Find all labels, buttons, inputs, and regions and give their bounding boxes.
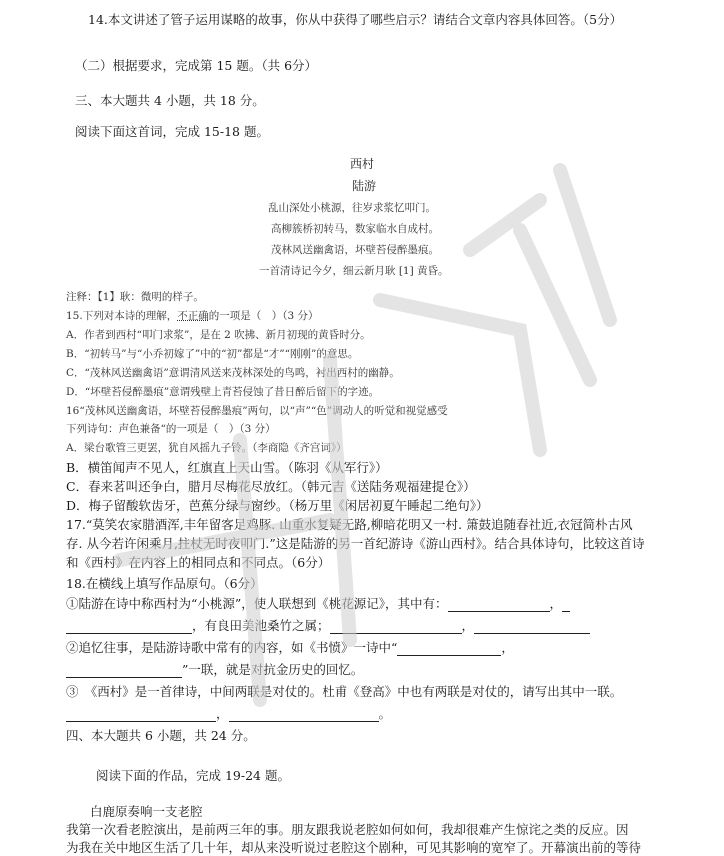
question-14: 14.本文讲述了管子运用谋略的故事，你从中获得了哪些启示？请结合文章内容具体回答。（5分） bbox=[88, 12, 623, 27]
q18-item-1-line-1: ①陆游在诗中称西村为“小桃源”，使人联想到《桃花源记》，其中有： ， bbox=[66, 596, 570, 612]
q16-option-c: C．春来茗叫还争白，腊月尽梅花尽放红。（韩元吉《送陆务观福建提仓》） bbox=[66, 479, 476, 494]
q15-stem: 15.下列对本诗的理解，不正确的一项是（ ）（3 分） bbox=[66, 310, 319, 322]
q18-item-3-line-1: ③ 《西村》是一首律诗，中间两联是对仗的。杜甫《登高》中也有两联是对仗的，请写出其中一联。 bbox=[66, 684, 623, 699]
poem-line-4: 一首清诗记今夕，细云新月耿 [1] 黄昏。 bbox=[259, 265, 449, 277]
q18-item-2-line-1: ②追忆往事，是陆游诗歌中常有的内容，如《书愤》一诗中“ ， bbox=[66, 640, 514, 655]
q16-option-d: D．梅子留酸软齿牙，芭蕉分绿与窗纱。（杨万里《闲居初夏午睡起二绝句》） bbox=[66, 498, 489, 513]
q15-option-c: C．“茂林风送幽禽语”意谓清风送来茂林深处的鸟鸣，衬出西村的幽静。 bbox=[66, 367, 400, 379]
article-line-2: 为我在关中地区生活了几十年，却从来没听说过老腔这个剧种，可见其影响的宽窄了。开幕演出前的等待 bbox=[66, 840, 642, 855]
poem-line-1: 乱山深处小桃源，往岁求浆忆叩门。 bbox=[268, 202, 436, 214]
poem-author: 陆游 bbox=[352, 179, 377, 193]
q17-line-3: 和《西村》在内容上的相同点和不同点。（6分） bbox=[66, 555, 331, 570]
q18-item-1-line-2: ，有良田美池桑竹之属； ， bbox=[66, 618, 590, 634]
q16-stem-1: 16“茂林风送幽禽语，坏壁苔侵醉墨痕”两句，以“声”“色”调动人的听觉和视觉感受 bbox=[66, 405, 448, 417]
q15-option-d: D．“坏壁苔侵醉墨痕”意谓残壁上青苔侵蚀了昔日醉后留下的字迹。 bbox=[66, 386, 380, 398]
poem-title: 西村 bbox=[350, 157, 375, 171]
q18-item-2-line-2: ”一联，就是对抗金历史的回忆。 bbox=[66, 662, 363, 678]
article-line-1: 我第一次看老腔演出，是前两三年的事。朋友跟我说老腔如何如何，我却很难产生惊诧之类的反应。因 bbox=[66, 822, 629, 837]
q18-item-3-line-2: ， 。 bbox=[66, 706, 391, 722]
poem-line-2: 高柳簇桥初转马，数家临水自成村。 bbox=[271, 223, 439, 235]
poem-line-3: 茂林风送幽禽语，坏壁苔侵醉墨痕。 bbox=[271, 244, 439, 256]
q16-option-b: B．横笛闻声不见人，红旗直上天山雪。（陈羽《从军行》） bbox=[66, 460, 388, 475]
part-3-heading: 三、本大题共 4 小题，共 18 分。 bbox=[75, 93, 265, 108]
part-4-heading: 四、本大题共 6 小题，共 24 分。 bbox=[66, 728, 256, 743]
article-title: 白鹿原奏响一支老腔 bbox=[90, 804, 203, 819]
q17-line-1: 17.“莫笑农家腊酒浑,丰年留客足鸡豚. 山重水复疑无路,柳暗花明又一村. 箫鼓追随春社近,衣冠简朴古风 bbox=[66, 517, 633, 532]
reading-instruction: 阅读下面这首词，完成 15-18 题。 bbox=[75, 124, 269, 139]
q18-stem: 18.在横线上填写作品原句。（6分） bbox=[66, 576, 263, 591]
q15-option-a: A．作者到西村“叩门求浆”，是在 2 吹拂、新月初现的黄昏时分。 bbox=[66, 329, 371, 341]
reading-instruction-2: 阅读下面的作品，完成 19-24 题。 bbox=[96, 768, 290, 783]
q17-line-2: 存. 从今若许闲乘月,拄杖无时夜叩门.”这是陆游的另一首纪游诗《游山西村》。结合具体诗句，比较这首诗 bbox=[66, 536, 645, 551]
q16-option-a: A．梁台歌管三更罢，犹自风摇九子铃。（李商隐《齐宫词》） bbox=[66, 442, 347, 454]
note: 注释：【1】耿：微明的样子。 bbox=[66, 291, 204, 303]
section-2-instruction: （二）根据要求，完成第 15 题。（共 6分） bbox=[75, 58, 318, 73]
q15-option-b: B．“初转马”与“小乔初嫁了”中的“初”都是“才”“刚刚”的意思。 bbox=[66, 348, 359, 360]
q16-stem-2: 下列诗句：声色兼备“的一项是（ ）（3 分） bbox=[66, 423, 276, 435]
